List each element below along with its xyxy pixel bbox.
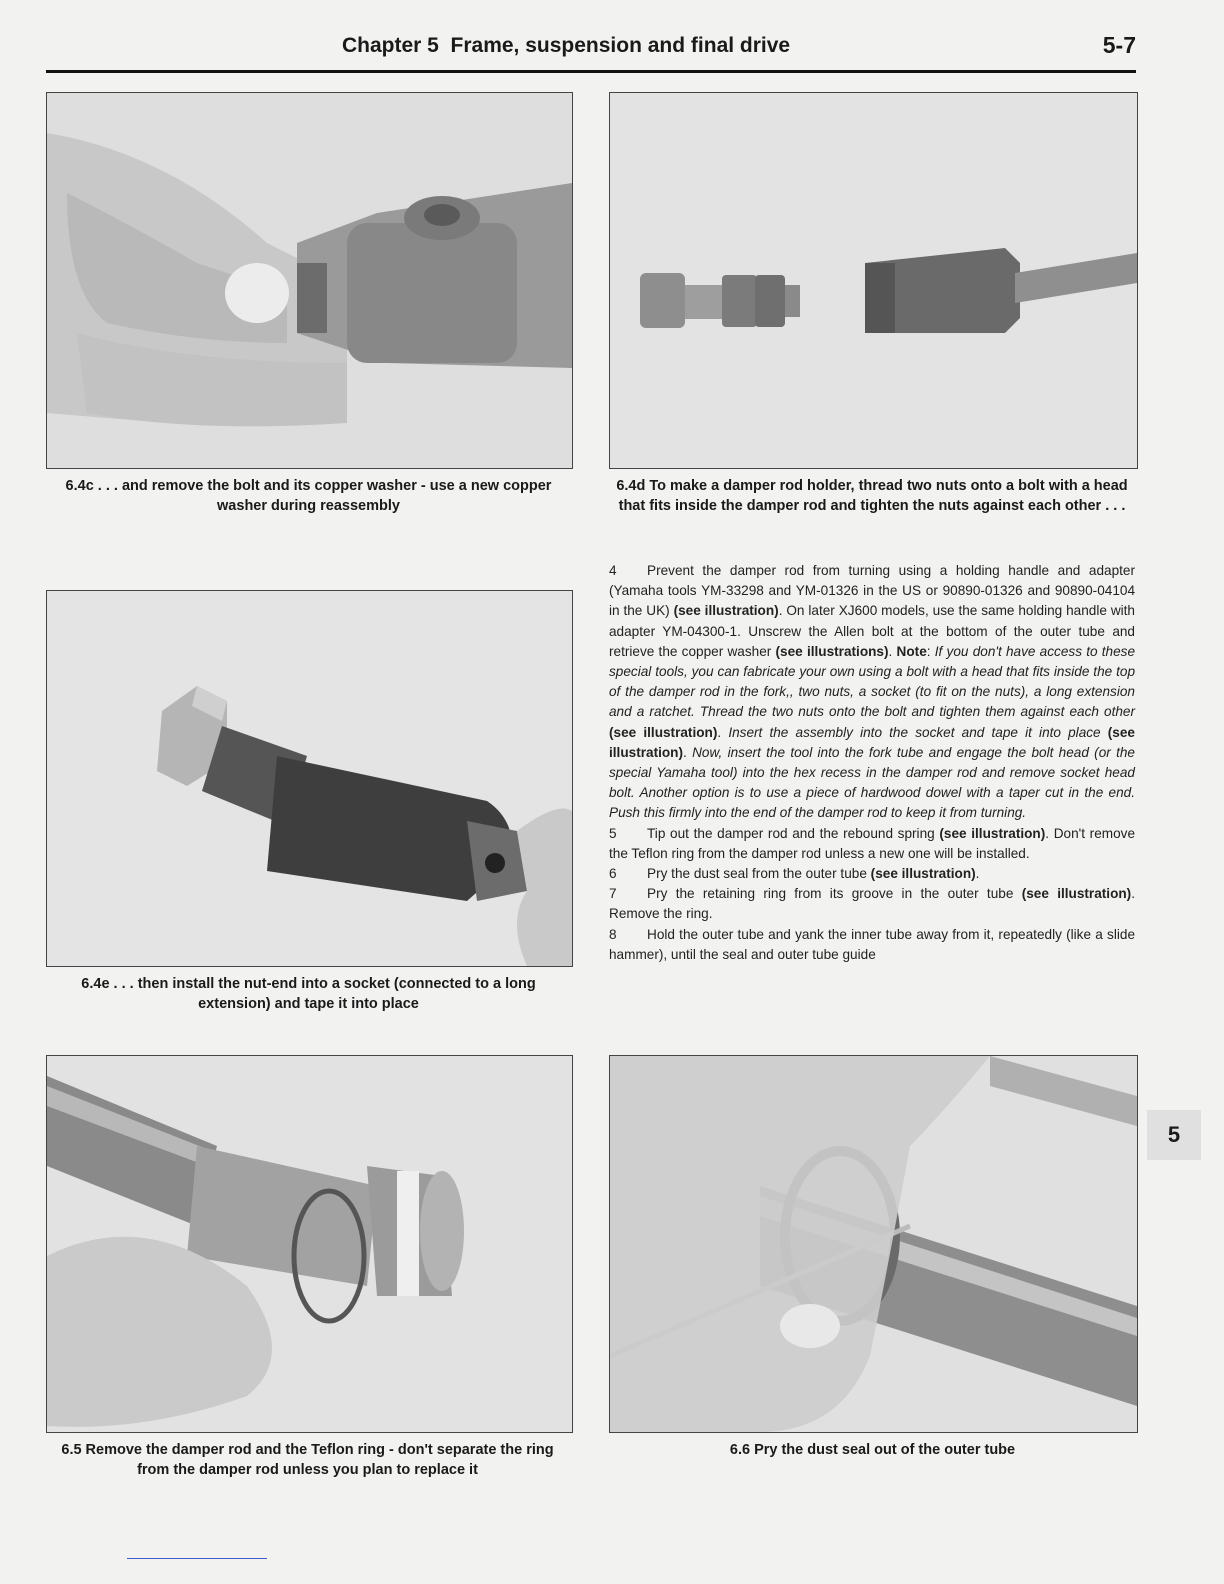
step-number: 5 [609, 825, 617, 841]
caption-6-4c: 6.4c . . . and remove the bolt and its copper washer - use a new copper washer during reassembly [65, 478, 552, 514]
caption-6-5: 6.5 Remove the damper rod and the Teflon ring - don't separate the ring from the damper rod unless you plan to replace it [61, 1442, 554, 1478]
illustration-ref: (see illustration) [609, 724, 718, 740]
text: Prevent the damper rod from turning using a holding handle and adapter (Yamaha tools YM-33298 and YM-01326 in the US or 90890-01326 and 90890-04104 in the UK) [609, 563, 1135, 619]
chapter-tab: 5 [1147, 1110, 1201, 1160]
photo-6-5 [46, 1055, 573, 1433]
note-text: Now, insert the tool into the fork tube and engage the bolt head (or the special Yamaha tool) into the hex recess in the damper rod and remove socket head bolt. Another option is to use a piece of hardwood dowel with a taper cut in the end. Push this firmly into the end of the damper rod to keep it from turning. [609, 744, 1135, 821]
note-text: If you don't have access to these special tools, you can fabricate your own using a bolt with a head that fits inside the top of the damper rod in the fork,, two nuts, a socket (to fit on the nuts), a long extension and a ratchet. Thread the two nuts onto the bolt and tighten them against each other [609, 643, 1136, 720]
text: Pry the retaining ring from its groove in the outer tube [647, 886, 1022, 902]
text: . [683, 744, 693, 760]
body-text [609, 561, 1135, 965]
text: . Don't remove the Teflon ring from the damper rod unless a new one will be installed. [609, 825, 1136, 861]
illustration-ref: (see illustrations) [775, 643, 889, 659]
illustration-ref: (see illustration) [609, 724, 1135, 760]
illustration-ref: (see illustration) [673, 603, 779, 619]
paragraph-4 [609, 561, 1135, 824]
text: . [975, 866, 980, 882]
photo-6-4e [46, 590, 573, 967]
illustration-ref: (see illustration) [939, 825, 1046, 841]
page-number: 5-7 [1102, 32, 1136, 58]
paragraph-6 [609, 864, 1135, 884]
note-text: Insert the assembly into the socket and tape it into place [728, 724, 1108, 740]
text: . [888, 643, 897, 659]
text: . On later XJ600 models, use the same holding handle with adapter YM-04300-1. Unscrew the Allen bolt at the bottom of the outer tube and retrieve the copper washer [609, 603, 1135, 659]
step-number: 7 [609, 886, 617, 902]
text: . [717, 724, 729, 740]
page-header [46, 30, 1136, 73]
illustration-ref: (see illustration) [870, 866, 976, 882]
paragraph-8 [609, 925, 1135, 965]
step-number: 6 [609, 866, 617, 882]
paragraph-7 [609, 884, 1135, 924]
text: . Remove the ring. [609, 886, 1135, 922]
footer-rule [127, 1558, 267, 1559]
text: Hold the outer tube and yank the inner tube away from it, repeatedly (like a slide hammer), until the seal and outer tube guide [609, 926, 1135, 962]
step-number: 8 [609, 926, 617, 942]
step-number: 4 [609, 563, 617, 578]
photo-6-6 [609, 1055, 1138, 1433]
paragraph-5 [609, 824, 1135, 864]
caption-6-4e: 6.4e . . . then install the nut-end into a socket (connected to a long extension) and tape it into place [81, 976, 536, 1012]
photo-6-4d [609, 92, 1138, 469]
photo-6-4c [46, 92, 573, 469]
caption-6-6: 6.6 Pry the dust seal out of the outer tube [729, 1442, 1016, 1458]
caption-6-4d: 6.4d To make a damper rod holder, thread two nuts onto a bolt with a head that fits inside the damper rod and tighten the nuts against each other . . . [616, 478, 1128, 514]
text: : [926, 643, 935, 659]
text: Tip out the damper rod and the rebound spring [647, 825, 940, 841]
chapter-title: Chapter 5 Frame, suspension and final drive [342, 34, 791, 57]
illustration-ref: (see illustration) [1021, 886, 1132, 902]
text: Pry the dust seal from the outer tube [647, 866, 871, 882]
note-label: Note [896, 643, 927, 659]
